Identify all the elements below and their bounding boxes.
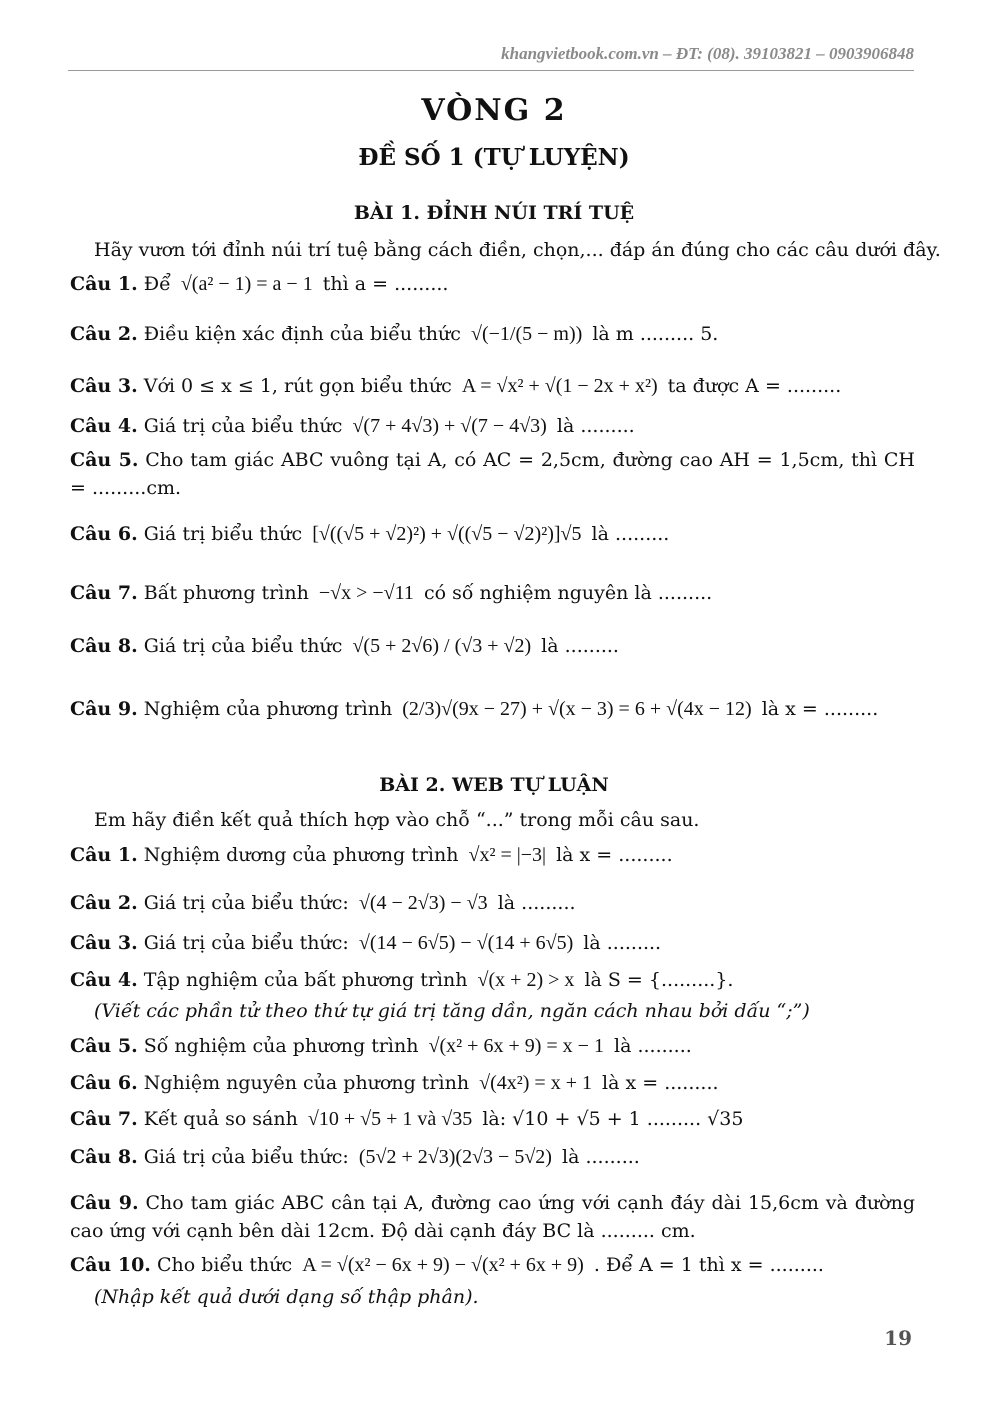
s1-question-5 (70, 446, 915, 502)
s1-question-6 (70, 520, 915, 548)
question-text: Để (143, 273, 171, 295)
question-tail: là x = ......... (602, 1072, 719, 1094)
math-expression: −√x > −√11 (318, 582, 414, 604)
question-label: Câu 6. (70, 1072, 138, 1094)
section-1-intro: Hãy vươn tới đỉnh núi trí tuệ bằng cách điền, chọn,... đáp án đúng cho các câu dưới đây. (94, 239, 941, 261)
math-expression: √(5 + 2√6) / (√3 + √2) (352, 635, 532, 657)
math-expression: A = √(x² − 6x + 9) − √(x² + 6x + 9) (302, 1254, 584, 1276)
question-label: Câu 4. (70, 415, 138, 437)
question-text: Giá trị của biểu thức (143, 415, 343, 437)
question-text: Cho tam giác ABC cân tại A, đường cao ứng với cạnh đáy dài 15,6cm và đường cao ứng với cạnh bên dài 12cm. Độ dài cạnh đáy BC là ......... cm. (70, 1192, 916, 1242)
section-1-title: BÀI 1. ĐỈNH NÚI TRÍ TUỆ (353, 202, 635, 224)
question-tail: là S = {.........}. (584, 969, 734, 991)
math-expression: √(x + 2) > x (477, 969, 575, 991)
question-label: Câu 9. (70, 698, 138, 720)
question-text: Giá trị của biểu thức (143, 635, 343, 657)
s1-question-2 (70, 320, 915, 348)
question-tail: thì a = ......... (322, 273, 449, 295)
s2-question-8 (70, 1143, 915, 1171)
s1-question-7 (70, 579, 915, 607)
s2-q10-note: (Nhập kết quả dưới dạng số thập phân). (94, 1286, 479, 1308)
question-label: Câu 6. (70, 523, 138, 545)
s1-question-8 (70, 632, 915, 660)
question-tail: là ......... (541, 635, 619, 657)
question-text: Số nghiệm của phương trình (143, 1035, 419, 1057)
question-text: Bất phương trình (143, 582, 309, 604)
page-header: khangvietbook.com.vn – ĐT: (08). 39103821 – 0903906848 (68, 44, 914, 71)
question-tail: là ......... (562, 1146, 640, 1168)
question-text: Với 0 ≤ x ≤ 1, rút gọn biểu thức (143, 375, 452, 397)
question-label: Câu 3. (70, 375, 138, 397)
math-expression: √(7 + 4√3) + √(7 − 4√3) (352, 415, 547, 437)
question-label: Câu 3. (70, 932, 138, 954)
question-label: Câu 7. (70, 582, 138, 604)
question-text: Tập nghiệm của bất phương trình (143, 969, 468, 991)
question-tail: là ......... (556, 415, 635, 437)
exam-title: ĐỀ SỐ 1 (TỰ LUYỆN) (358, 144, 630, 171)
math-expression: √(4x²) = x + 1 (479, 1072, 592, 1094)
question-label: Câu 8. (70, 635, 138, 657)
question-text: Giá trị của biểu thức: (143, 1146, 349, 1168)
math-expression: √(4 − 2√3) − √3 (358, 892, 488, 914)
s1-question-1 (70, 270, 915, 298)
question-label: Câu 9. (70, 1192, 139, 1214)
question-text: Nghiệm dương của phương trình (143, 844, 459, 866)
question-text: Giá trị biểu thức (143, 523, 303, 545)
question-label: Câu 1. (70, 273, 138, 295)
question-tail: là ......... (591, 523, 670, 545)
question-text: Nghiệm của phương trình (143, 698, 393, 720)
section-2-title: BÀI 2. WEB TỰ LUẬN (379, 774, 609, 796)
section-2-intro: Em hãy điền kết quả thích hợp vào chỗ “...” trong mỗi câu sau. (94, 809, 700, 831)
page-number: 19 (884, 1326, 912, 1350)
question-label: Câu 2. (70, 323, 138, 345)
question-text: Cho tam giác ABC vuông tại A, có AC = 2,5cm, đường cao AH = 1,5cm, thì CH = .........cm. (70, 449, 915, 499)
question-tail: có số nghiệm nguyên là ......... (423, 582, 713, 604)
question-tail: là ......... (497, 892, 576, 914)
question-text: Nghiệm nguyên của phương trình (143, 1072, 470, 1094)
s2-question-1 (70, 841, 915, 869)
s2-question-2 (70, 889, 915, 917)
math-expression: √10 + √5 + 1 và √35 (307, 1108, 473, 1130)
s2-question-5 (70, 1032, 915, 1060)
s2-question-9 (70, 1189, 915, 1245)
round-title: VÒNG 2 (421, 93, 567, 128)
question-tail: là ......... (583, 932, 662, 954)
math-expression: √(−1/(5 − m)) (470, 323, 583, 345)
math-expression: √x² = |−3| (468, 844, 547, 866)
question-label: Câu 7. (70, 1108, 138, 1130)
s2-q4-note: (Viết các phần tử theo thứ tự giá trị tăng dần, ngăn cách nhau bởi dấu “;”) (94, 1000, 810, 1022)
math-expression: √(x² + 6x + 9) = x − 1 (428, 1035, 604, 1057)
s2-question-6 (70, 1069, 915, 1097)
math-expression: √(a² − 1) = a − 1 (180, 273, 313, 295)
s2-question-10 (70, 1251, 915, 1279)
math-expression: √(14 − 6√5) − √(14 + 6√5) (358, 932, 574, 954)
s1-question-3 (70, 372, 915, 400)
math-expression: (2/3)√(9x − 27) + √(x − 3) = 6 + √(4x − 12) (402, 698, 752, 720)
question-tail: . Để A = 1 thì x = ......... (593, 1254, 824, 1276)
question-text: Giá trị của biểu thức: (143, 932, 349, 954)
question-tail: là: √10 + √5 + 1 ......... √35 (482, 1108, 744, 1130)
question-text: Giá trị của biểu thức: (143, 892, 349, 914)
s1-question-4 (70, 412, 915, 440)
math-expression: A = √x² + √(1 − 2x + x²) (461, 375, 658, 397)
s2-question-4 (70, 966, 915, 994)
question-label: Câu 4. (70, 969, 138, 991)
math-expression: (5√2 + 2√3)(2√3 − 5√2) (358, 1146, 552, 1168)
question-tail: là x = ......... (761, 698, 879, 720)
question-text: Kết quả so sánh (143, 1108, 298, 1130)
s1-question-9 (70, 695, 915, 723)
question-text: Cho biểu thức (156, 1254, 293, 1276)
question-label: Câu 8. (70, 1146, 138, 1168)
question-tail: là m ......... 5. (592, 323, 719, 345)
question-text: Điều kiện xác định của biểu thức (143, 323, 461, 345)
s2-question-3 (70, 929, 915, 957)
question-tail: ta được A = ......... (667, 375, 842, 397)
math-expression: [√((√5 + √2)²) + √((√5 − √2)²)]√5 (312, 523, 582, 545)
question-label: Câu 10. (70, 1254, 151, 1276)
question-label: Câu 1. (70, 844, 138, 866)
question-label: Câu 2. (70, 892, 138, 914)
question-tail: là x = ......... (556, 844, 673, 866)
question-label: Câu 5. (70, 1035, 138, 1057)
question-label: Câu 5. (70, 449, 139, 471)
s2-question-7 (70, 1105, 915, 1133)
question-tail: là ......... (614, 1035, 692, 1057)
